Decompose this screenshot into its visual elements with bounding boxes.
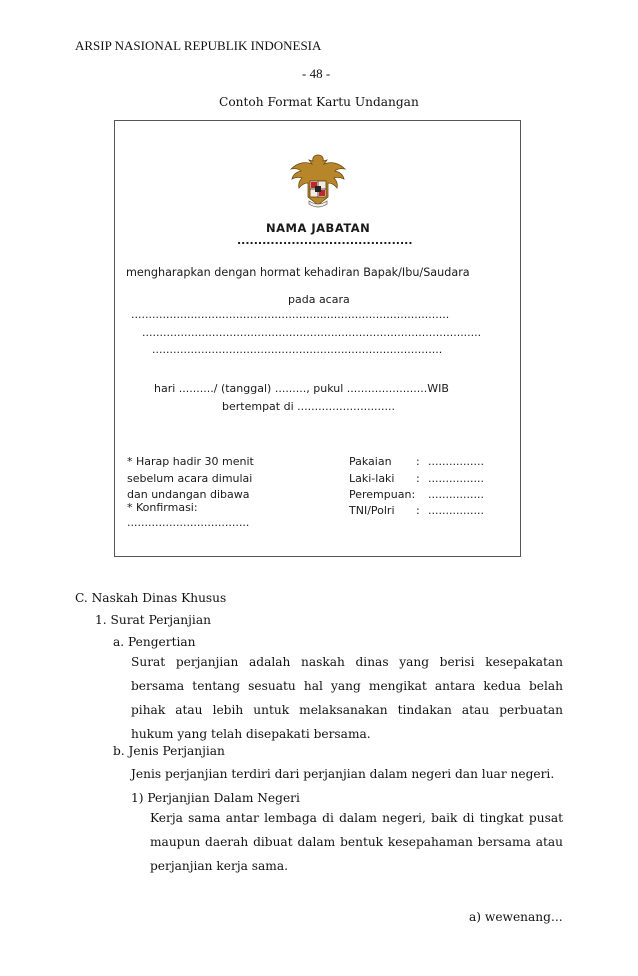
dress-label-2: Laki-laki	[349, 472, 395, 485]
dress-dots-2: ................	[428, 472, 484, 485]
card-dots-3: ...................................................................................	[152, 343, 443, 356]
card-note-5: ...................................	[127, 516, 250, 529]
card-dots-2: .................................................................................................	[142, 326, 482, 339]
invitation-card	[114, 120, 521, 557]
paragraph-dalam-negeri: Kerja sama antar lembaga di dalam negeri, baik di tingkat pusat maupun daerah dibuat dalam bentuk kesepahaman bersama atau perjanjian kerja sama.	[150, 811, 563, 873]
paragraph-jenis: Jenis perjanjian terdiri dari perjanjian dalam negeri dan luar negeri.	[131, 767, 555, 781]
item-heading-b: b. Jenis Perjanjian	[113, 744, 225, 758]
card-note-1: * Harap hadir 30 menit	[127, 455, 254, 468]
card-note-2: sebelum acara dimulai	[127, 472, 253, 485]
dress-dots-1: ................	[428, 455, 484, 468]
card-note-3: dan undangan dibawa	[127, 488, 250, 501]
card-time-line: hari ........../ (tanggal) ........., pukul .......................WIB	[154, 382, 449, 395]
dress-colon-1: :	[416, 455, 420, 468]
item-heading-a: a. Pengertian	[113, 635, 196, 649]
card-request-line: mengharapkan dengan hormat kehadiran Bapak/Ibu/Saudara	[126, 266, 470, 279]
item-heading-b1: 1) Perjanjian Dalam Negeri	[131, 791, 300, 805]
header-org: ARSIP NASIONAL REPUBLIK INDONESIA	[75, 38, 322, 53]
page-number: - 48 -	[302, 66, 331, 81]
section-heading-c: C. Naskah Dinas Khusus	[75, 591, 227, 605]
card-place-line: bertempat di ............................	[222, 400, 396, 413]
dress-colon-4: :	[416, 504, 420, 517]
card-title: NAMA JABATAN	[266, 221, 371, 235]
dress-dots-3: ................	[428, 488, 484, 501]
card-event-label: pada acara	[288, 293, 350, 306]
dress-label-3: Perempuan:	[349, 488, 416, 501]
dress-label-1: Pakaian	[349, 455, 392, 468]
card-dots-1: ...........................................................................................	[131, 308, 450, 321]
dress-colon-2: :	[416, 472, 420, 485]
paragraph-pengertian: Surat perjanjian adalah naskah dinas yang berisi kesepakatan bersama tentang sesuatu hal yang mengikat antara kedua belah pihak atau lebih untuk melaksanakan tindakan atau perbuatan hukum yang telah disepakati bersama.	[131, 655, 563, 741]
dress-dots-4: ................	[428, 504, 484, 517]
continuation-marker: a) wewenang...	[469, 910, 563, 924]
figure-caption: Contoh Format Kartu Undangan	[219, 95, 419, 109]
dress-label-4: TNI/Polri	[349, 504, 395, 517]
card-note-4: * Konfirmasi:	[127, 501, 198, 514]
garuda-emblem-icon	[287, 151, 349, 213]
card-title-dots: ..........................................	[237, 234, 413, 247]
item-heading-1: 1. Surat Perjanjian	[95, 613, 211, 627]
